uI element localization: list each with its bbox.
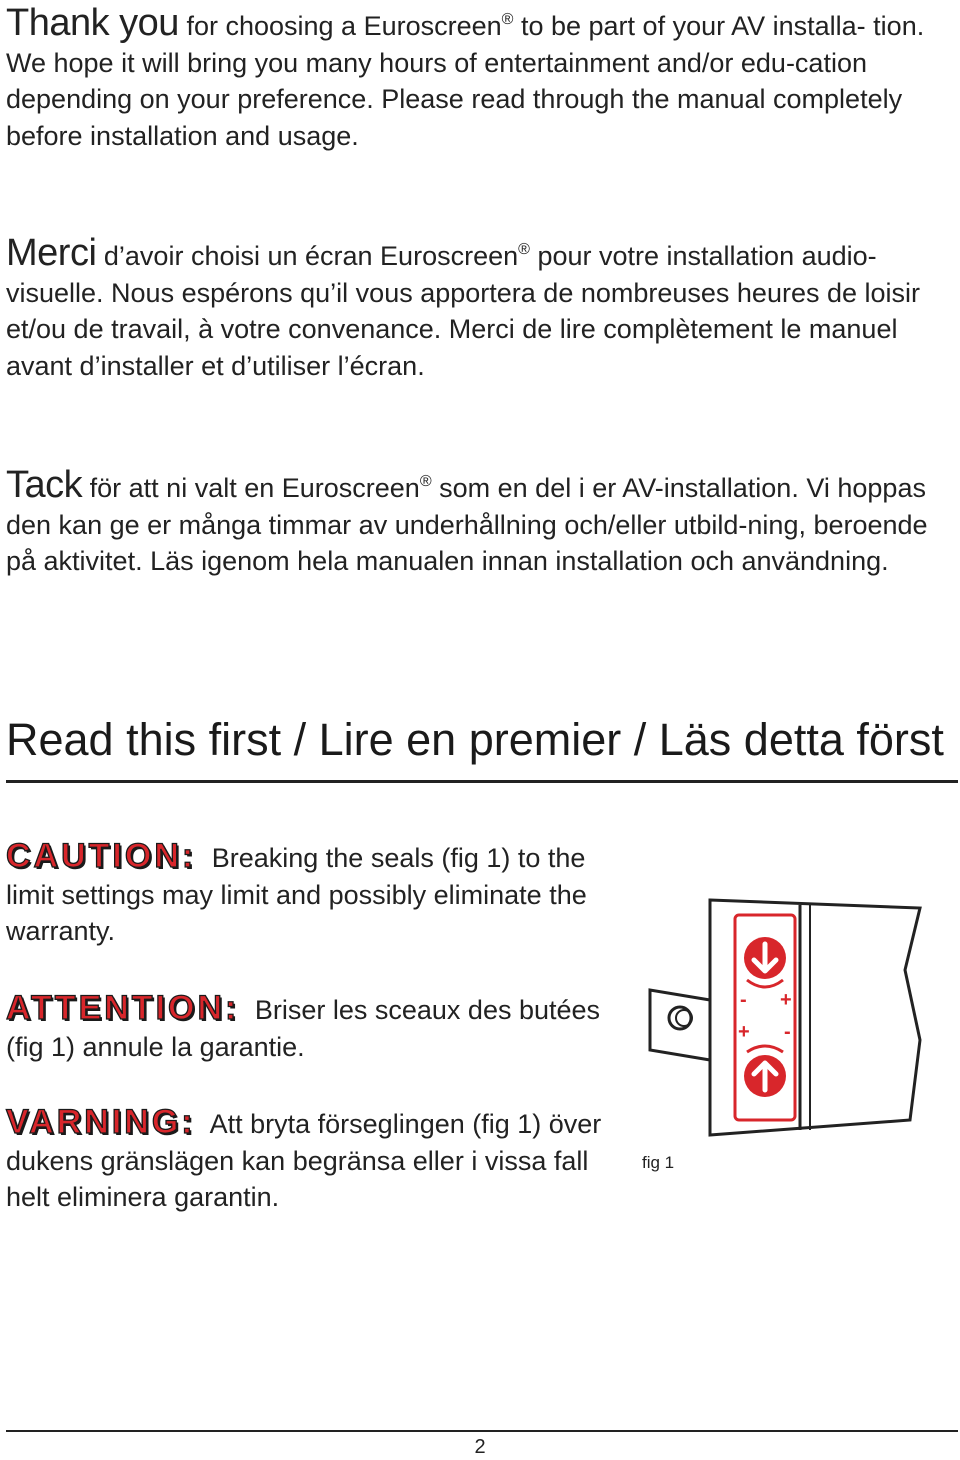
section-heading: Read this first / Lire en premier / Läs detta först [6, 714, 944, 765]
heading-divider [6, 780, 958, 783]
intro-fr-line1b: pour votre installation audio- [537, 241, 877, 271]
limit-switch-illustration [640, 890, 940, 1150]
intro-sv-line1: för att ni valt en Euroscreen [89, 473, 420, 503]
intro-en-body: tion. We hope it will bring you many hours of entertainment and/or edu-cation depending on your preference. Please read through the manual completely before installation and usage. [6, 11, 925, 151]
intro-english [6, 2, 946, 154]
intro-swedish [6, 464, 946, 580]
page-number: 2 [474, 1436, 486, 1458]
varning-label: VARNING: [6, 1103, 196, 1141]
minus-sign: - [784, 1021, 791, 1043]
intro-fr-lead: Merci [6, 232, 97, 274]
caution-label: CAUTION: [6, 837, 197, 875]
footer-divider [6, 1430, 958, 1432]
registered-mark: ® [501, 11, 514, 28]
caution-text: Breaking the seals (fig 1) to the limit settings may limit and possibly eliminate the warranty. [6, 843, 587, 946]
attention-label: ATTENTION: [6, 989, 240, 1027]
varning-text: Att bryta förseglingen (fig 1) över dukens gränslägen kan begränsa eller i vissa fall helt eliminera garantin. [6, 1109, 602, 1212]
warning-english [6, 838, 606, 950]
plus-sign: + [780, 989, 792, 1011]
registered-mark: ® [419, 473, 432, 490]
warning-french [6, 990, 606, 1065]
intro-french [6, 232, 946, 384]
intro-fr-body: visuelle. Nous espérons qu’il vous apportera de nombreuses heures de loisir et/ou de travail, à votre convenance. Merci de lire complètement le manuel avant d’installer et d’utiliser l’écran. [6, 277, 921, 381]
attention-text: Briser les sceaux des butées (fig 1) annule la garantie. [6, 995, 601, 1062]
minus-sign: - [740, 989, 747, 1011]
registered-mark: ® [518, 241, 530, 258]
intro-sv-body: hoppas den kan ge er många timmar av underhållning och/eller utbild-ning, beroende på aktivitet. Läs igenom hela manualen innan installation och användning. [6, 473, 928, 576]
intro-sv-lead: Tack [6, 464, 83, 506]
plus-sign: + [738, 1021, 750, 1043]
intro-fr-line1: d’avoir choisi un écran Euroscreen [103, 241, 519, 271]
intro-en-line1b: to be part of your AV installa- [520, 11, 866, 41]
intro-en-lead: Thank you [6, 2, 179, 44]
warning-swedish [6, 1104, 606, 1216]
figure-caption: fig 1 [642, 1153, 675, 1172]
intro-sv-line1b: som en del i er AV-installation. Vi [439, 473, 830, 503]
intro-en-line1: for choosing a Euroscreen [186, 11, 502, 41]
